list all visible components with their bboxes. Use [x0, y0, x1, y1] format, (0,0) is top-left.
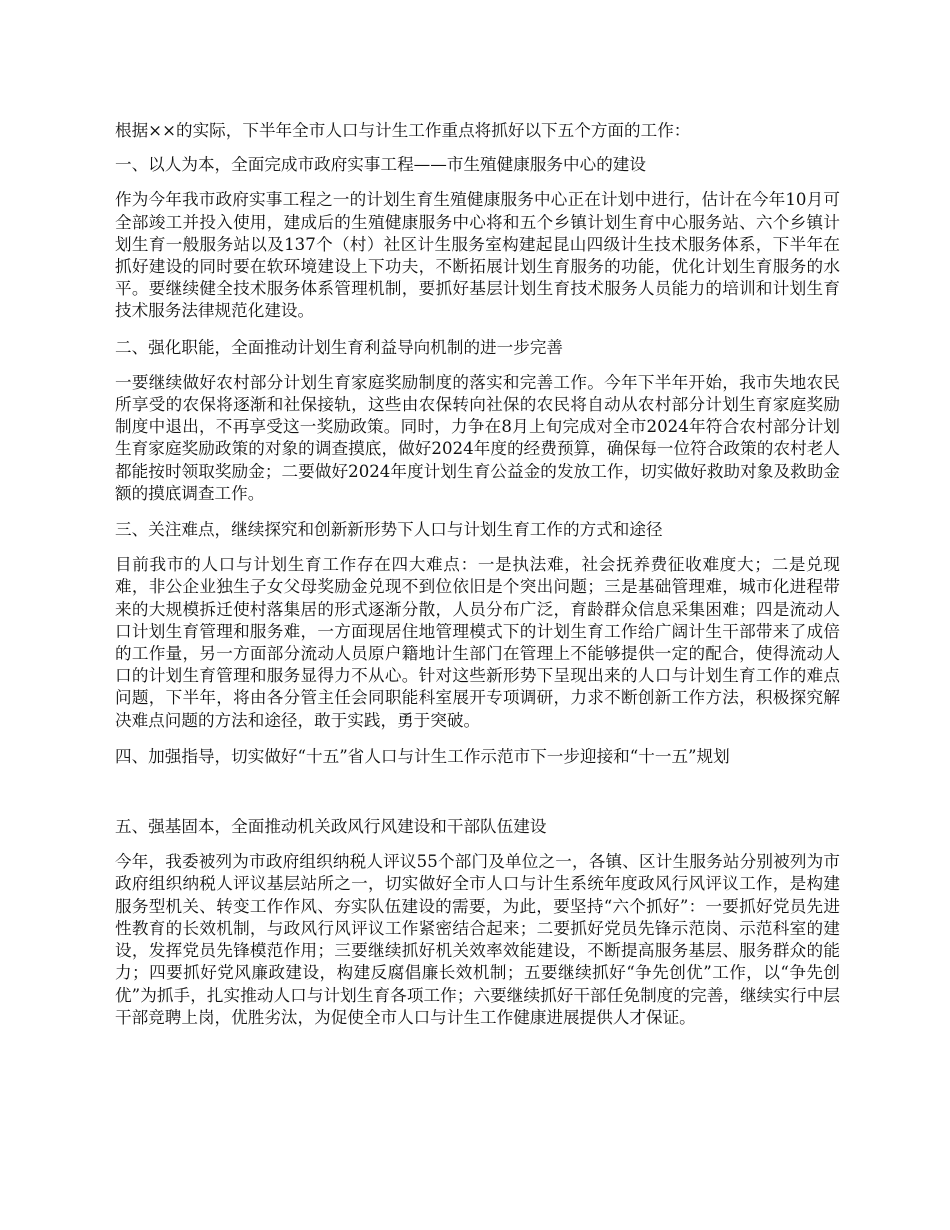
section-5-heading: 五、强基固本，全面推动机关政风行风建设和干部队伍建设 [115, 817, 547, 837]
section-2-body: 一要继续做好农村部分计划生育家庭奖励制度的落实和完善工作。今年下半年开始，我市失地农民所享受的农保将逐渐和社保接轨，这些由农保转向社保的农民将自动从农村部分计划生育家庭奖励制度中退出，不再享受这一奖励政策。同时，力争在8月上旬完成对全市2024年符合农村部分计划生育家庭奖励政策的对象的调查摸底，做好2024年度的经费预算，确保每一位符合政策的农村老人都能按时领取奖励金；二要做好2024年度计划生育公益金的发放工作，切实做好救助对象及救助金额的摸底调查工作。 [115, 372, 840, 503]
section-1-body: 作为今年我市政府实事工程之一的计划生育生殖健康服务中心正在计划中进行，估计在今年10月可全部竣工并投入使用，建成后的生殖健康服务中心将和五个乡镇计划生育中心服务站、六个乡镇计划生育一般服务站以及137个（村）社区计生服务室构建起昆山四级计生技术服务体系，下半年在抓好建设的同时要在软环境建设上下功夫，不断拓展计划生育服务的功能，优化计划生育服务的水平。要继续健全技术服务体系管理机制，要抓好基层计划生育技术服务人员能力的培训和计划生育技术服务法律规范化建设。 [115, 190, 840, 321]
section-5-body: 今年，我委被列为市政府组织纳税人评议55个部门及单位之一，各镇、区计生服务站分别被列为市政府组织纳税人评议基层站所之一，切实做好全市人口与计生系统年度政风行风评议工作，是构建服务型机关、转变工作作风、夯实队伍建设的需要，为此，要坚持“六个抓好”：一要抓好党员先进性教育的长效机制，与政风行风评议工作紧密结合起来；二要抓好党员先锋示范岗、示范科室的建设，发挥党员先锋模范作用；三要继续抓好机关效率效能建设，不断提高服务基层、服务群众的能力；四要抓好党风廉政建设，构建反腐倡廉长效机制；五要继续抓好“争先创优”工作，以“争先创优”为抓手，扎实推动人口与计划生育各项工作；六要继续抓好干部任免制度的完善，继续实行中层干部竞聘上岗，优胜劣汰，为促使全市人口与计生工作健康进展提供人才保证。 [115, 852, 840, 1027]
document-page [115, 120, 840, 1043]
section-4-heading: 四、加强指导，切实做好“十五”省人口与计生工作示范市下一步迎接和“十一五”规划 [115, 746, 730, 766]
section-3-heading: 三、关注难点，继续探究和创新新形势下人口与计划生育工作的方式和途径 [115, 520, 663, 540]
section-1-heading: 一、以人为本，全面完成市政府实事工程——市生殖健康服务中心的建设 [115, 155, 646, 175]
section-3-body: 目前我市的人口与计划生育工作存在四大难点：一是执法难，社会抚养费征收难度大；二是兑现难，非公企业独生子女父母奖励金兑现不到位依旧是个突出问题；三是基础管理难，城市化进程带来的大规模拆迁使村落集居的形式逐渐分散，人员分布广泛，育龄群众信息采集困难；四是流动人口计划生育管理和服务难，一方面现居住地管理模式下的计划生育工作给广阔计生干部带来了成倍的工作量，另一方面部分流动人员原户籍地计生部门在管理上不能够提供一定的配合，使得流动人口的计划生育管理和服务显得力不从心。针对这些新形势下呈现出来的人口与计划生育工作的难点问题，下半年，将由各分管主任会同职能科室展开专项调研，力求不断创新工作方法，积极探究解决难点问题的方法和途径，敢于实践，勇于突破。 [115, 555, 840, 730]
intro-paragraph: 根据××的实际，下半年全市人口与计生工作重点将抓好以下五个方面的工作： [115, 121, 691, 140]
section-2-heading: 二、强化职能，全面推动计划生育利益导向机制的进一步完善 [115, 337, 564, 357]
